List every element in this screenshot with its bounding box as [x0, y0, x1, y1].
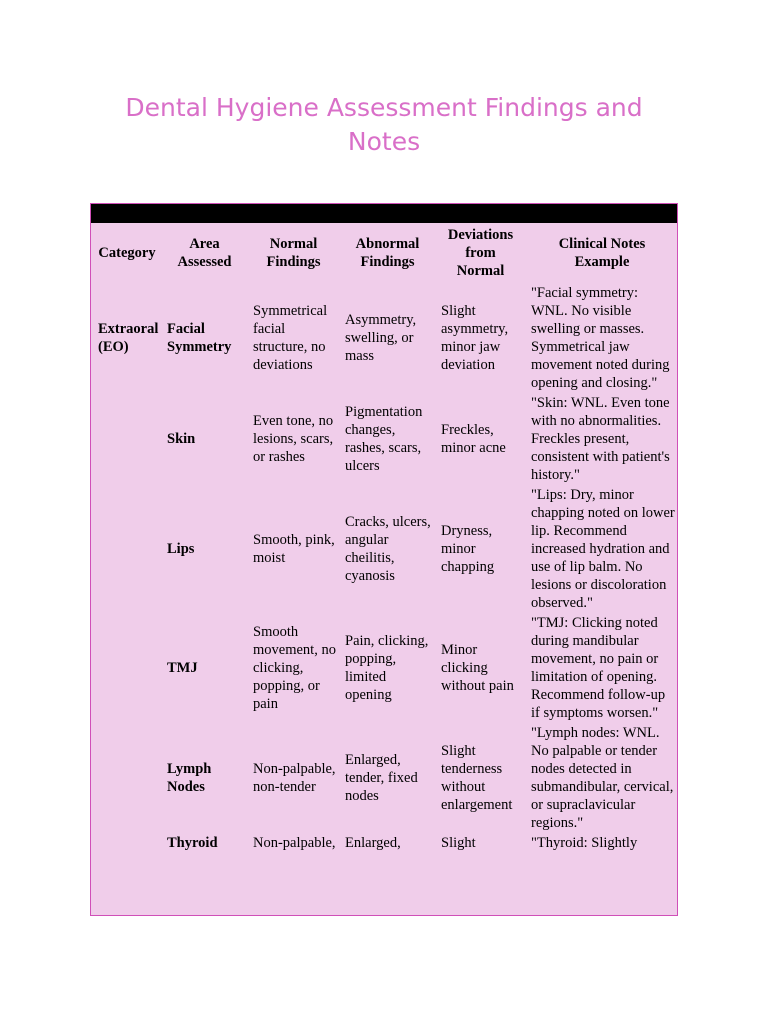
header-area-assessed: Area Assessed [177, 236, 232, 270]
cell-area: Lips [167, 541, 195, 557]
cell-category [91, 485, 160, 613]
cell-deviation: Slight [441, 835, 476, 851]
cell-normal: Non-palpable, non-tender [253, 761, 336, 795]
cell-category [91, 723, 160, 833]
table-row [91, 833, 677, 853]
cell-area: Skin [167, 431, 196, 447]
findings-table [91, 223, 677, 853]
cell-abnormal: Cracks, ulcers, angular cheilitis, cyanosis [345, 514, 431, 584]
cell-category [91, 833, 160, 853]
cell-deviation: Slight asymmetry, minor jaw deviation [441, 303, 509, 373]
cell-normal: Non-palpable, [253, 835, 336, 851]
cell-normal: Smooth movement, no clicking, popping, or pain [253, 624, 336, 712]
cell-normal: Smooth, pink, moist [253, 532, 335, 566]
cell-notes: "Facial symmetry: WNL. No visible swelling or masses. Symmetrical jaw movement noted during opening and closing." [531, 285, 670, 391]
table-row [91, 283, 677, 393]
table-row [91, 485, 677, 613]
cell-deviation: Slight tenderness without enlargement [441, 743, 513, 813]
cell-area: TMJ [167, 660, 198, 676]
cell-notes: "Lips: Dry, minor chapping noted on lower lip. Recommend increased hydration and use of lip balm. No lesions or discoloration observed." [531, 487, 675, 611]
cell-abnormal: Pigmentation changes, rashes, scars, ulcers [345, 404, 423, 474]
cell-abnormal: Pain, clicking, popping, limited opening [345, 633, 429, 703]
cell-deviation: Freckles, minor acne [441, 422, 506, 456]
table-row [91, 393, 677, 485]
cell-notes: "Thyroid: Slightly [531, 835, 638, 851]
cell-deviation: Minor clicking without pain [441, 642, 514, 694]
assessment-table [90, 203, 678, 916]
table-header-bar [91, 204, 677, 223]
cell-category: Extraoral (EO) [98, 321, 159, 355]
table-header-row [91, 223, 677, 283]
cell-normal: Symmetrical facial structure, no deviations [253, 303, 328, 373]
page-title: Dental Hygiene Assessment Findings and Notes [125, 93, 643, 156]
cell-category [91, 613, 160, 723]
cell-area: Lymph Nodes [167, 761, 212, 795]
table-row [91, 613, 677, 723]
header-deviations: Deviations from Normal [447, 227, 514, 279]
cell-notes: "Lymph nodes: WNL. No palpable or tender nodes detected in submandibular, cervical, or supraclavicular regions." [531, 725, 674, 831]
cell-area: Facial Symmetry [167, 321, 232, 355]
cell-abnormal: Enlarged, tender, fixed nodes [345, 752, 418, 804]
cell-abnormal: Asymmetry, swelling, or mass [345, 312, 417, 364]
cell-deviation: Dryness, minor chapping [441, 523, 495, 575]
table-row [91, 723, 677, 833]
cell-abnormal: Enlarged, [345, 835, 401, 851]
cell-notes: "TMJ: Clicking noted during mandibular movement, no pain or limitation of opening. Recommend follow-up if symptoms worsen." [531, 615, 666, 721]
header-normal-findings: Normal Findings [266, 236, 321, 270]
cell-normal: Even tone, no lesions, scars, or rashes [253, 413, 334, 465]
cell-area: Thyroid [167, 835, 218, 851]
cell-notes: "Skin: WNL. Even tone with no abnormalities. Freckles present, consistent with patient's history." [531, 395, 670, 483]
header-abnormal-findings: Abnormal Findings [355, 236, 420, 270]
header-clinical-notes: Clinical Notes Example [558, 236, 646, 270]
header-category: Category [98, 245, 156, 261]
cell-category [91, 393, 160, 485]
